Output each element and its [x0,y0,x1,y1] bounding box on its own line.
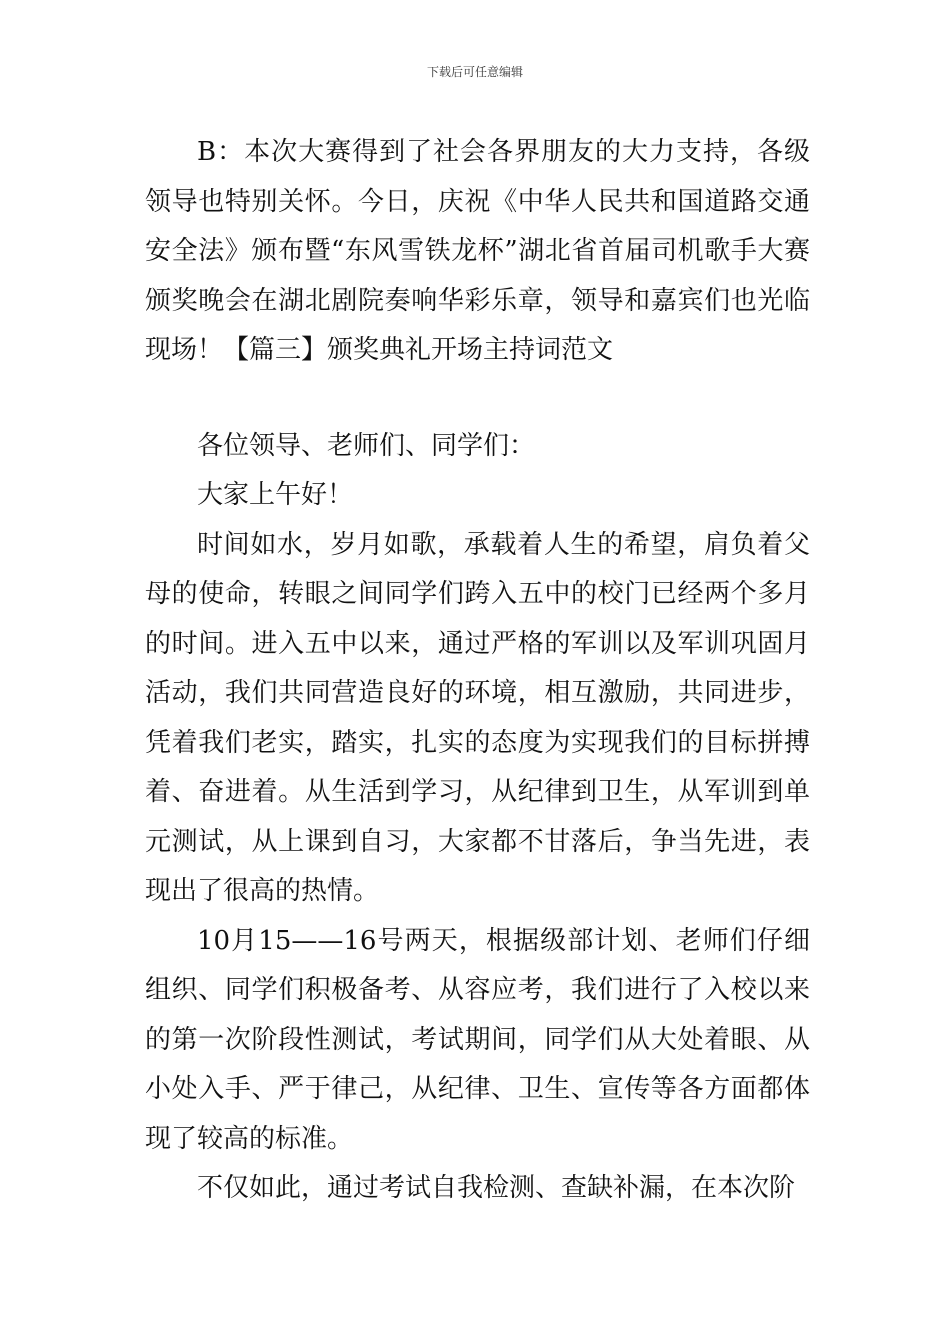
paragraph-time-flows: 时间如水，岁月如歌，承载着人生的希望，肩负着父母的使命，转眼之间同学们跨入五中的校门已经两个多月的时间。进入五中以来，通过严格的军训以及军训巩固月活动，我们共同营造良好的环境，相互激励，共同进步，凭着我们老实，踏实，扎实的态度为实现我们的目标拼搏着、奋进着。从生活到学习，从纪律到卫生，从军训到单元测试，从上课到自习，大家都不甘落后，争当先进，表现出了很高的热情。 [145,529,810,906]
document-body [145,128,810,1214]
paragraph-not-only: 不仅如此，通过考试自我检测、查缺补漏，在本次阶 [197,1173,796,1203]
paragraph-salutation: 各位领导、老师们、同学们： [197,430,536,461]
paragraph-greeting: 大家上午好！ [197,480,354,510]
paragraph-award-ceremony: B：本次大赛得到了社会各界朋友的大力支持，各级领导也特别关怀。今日，庆祝《中华人民共和国道路交通安全法》颁布暨“东风雪铁龙杯”湖北省首届司机歌手大赛颁奖晚会在湖北剧院奏响华彩乐章，领导和嘉宾们也光临现场！【篇三】颁奖典礼开场主持词范文 [145,137,810,365]
paragraph-exam-october: 10月15——16号两天，根据级部计划、老师们仔细组织、同学们积极备考、从容应考，我们进行了入校以来的第一次阶段性测试，考试期间，同学们从大处着眼、从小处入手、严于律己，从纪律、卫生、宣传等各方面都体现了较高的标准。 [145,925,810,1154]
page-header: 下载后可任意编辑 [426,65,523,79]
